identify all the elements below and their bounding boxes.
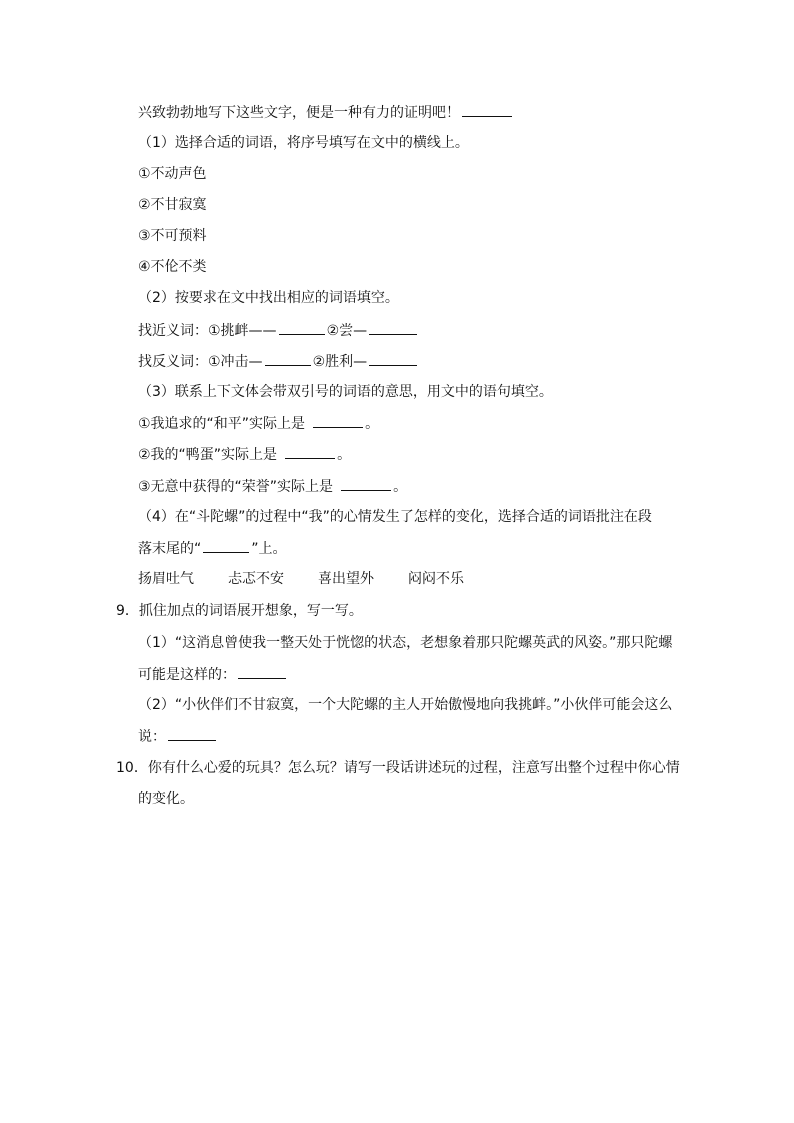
question-10-line-2 [138, 789, 194, 809]
answer-blank[interactable] [462, 102, 512, 117]
question-4-line-2 [138, 538, 287, 559]
antonym-mid: ②胜利— [312, 354, 368, 370]
question-9-2-text: （2）“小伙伴们不甘寂寞，一个大陀螺的主人开始傲慢地向我挑衅。”小伙伴可能会这么 [138, 697, 673, 713]
intro-text: 兴致勃勃地写下这些文字，便是一种有力的证明吧！ [138, 105, 460, 121]
answer-blank[interactable] [369, 351, 417, 366]
option-1-text: ①不动声色 [138, 166, 207, 182]
choice-item: 闷闷不乐 [408, 571, 464, 587]
answer-blank[interactable] [168, 726, 216, 741]
question-9-1-text-2: 可能是这样的： [138, 667, 236, 683]
question-4-text: （4）在“斗陀螺”的过程中“我”的心情发生了怎样的变化，选择合适的词语批注在段 [138, 509, 652, 525]
period: 。 [365, 416, 380, 432]
question-9-1-line-1 [138, 633, 672, 653]
choice-item: 忐忑不安 [228, 571, 284, 587]
answer-blank[interactable] [203, 538, 249, 553]
option-2 [138, 195, 207, 215]
option-3 [138, 226, 207, 246]
option-4 [138, 257, 207, 277]
question-2-text: （2）按要求在文中找出相应的词语填空。 [138, 290, 399, 306]
question-9-2-text-2: 说： [138, 729, 166, 745]
synonym-prefix: 找近义词：①挑衅—— [138, 323, 277, 339]
question-9-2-line-2 [138, 726, 218, 747]
question-3a [138, 413, 379, 434]
question-9-text: 9．抓住加点的词语展开想象，写一写。 [116, 603, 363, 619]
option-3-text: ③不可预料 [138, 228, 207, 244]
antonym-line [138, 351, 419, 372]
answer-blank[interactable] [341, 476, 391, 491]
choice-list [138, 569, 498, 589]
question-1 [138, 133, 469, 153]
question-3c [138, 476, 407, 497]
answer-blank[interactable] [369, 320, 417, 335]
question-10-text-2: 的变化。 [138, 791, 194, 807]
synonym-mid: ②尝— [326, 323, 368, 339]
question-4-text-post: ”上。 [251, 541, 287, 557]
question-3 [138, 382, 553, 402]
question-10-text: 10．你有什么心爱的玩具？怎么玩？请写一段话讲述玩的过程，注意写出整个过程中你心情 [116, 760, 680, 776]
question-9 [116, 601, 363, 621]
option-2-text: ②不甘寂寞 [138, 197, 207, 213]
answer-blank[interactable] [265, 351, 311, 366]
choice-item: 扬眉吐气 [138, 571, 194, 587]
question-9-1-line-2 [138, 664, 288, 685]
option-1 [138, 164, 207, 184]
question-3a-text: ①我追求的“和平”实际上是 [138, 416, 306, 432]
question-3b [138, 444, 351, 465]
question-10-line-1 [116, 758, 680, 778]
period: 。 [393, 479, 408, 495]
question-3c-text: ③无意中获得的“荣誉”实际上是 [138, 479, 334, 495]
question-4-text-pre: 落末尾的“ [138, 541, 202, 557]
period: 。 [337, 447, 352, 463]
question-3-text: （3）联系上下文体会带双引号的词语的意思，用文中的语句填空。 [138, 384, 553, 400]
question-9-1-text: （1）“这消息曾使我一整天处于恍惚的状态，老想象着那只陀螺英武的风姿。”那只陀螺 [138, 635, 673, 651]
question-9-2-line-1 [138, 695, 672, 715]
answer-blank[interactable] [285, 444, 335, 459]
antonym-prefix: 找反义词：①冲击— [138, 354, 263, 370]
question-4-line-1 [138, 507, 652, 527]
option-4-text: ④不伦不类 [138, 259, 207, 275]
question-2 [138, 288, 399, 308]
answer-blank[interactable] [279, 320, 325, 335]
choice-item: 喜出望外 [318, 571, 374, 587]
answer-blank[interactable] [238, 664, 286, 679]
answer-blank[interactable] [313, 413, 363, 428]
intro-line [138, 102, 514, 123]
question-3b-text: ②我的“鸭蛋”实际上是 [138, 447, 278, 463]
synonym-line [138, 320, 419, 341]
question-1-text: （1）选择合适的词语，将序号填写在文中的横线上。 [138, 135, 469, 151]
